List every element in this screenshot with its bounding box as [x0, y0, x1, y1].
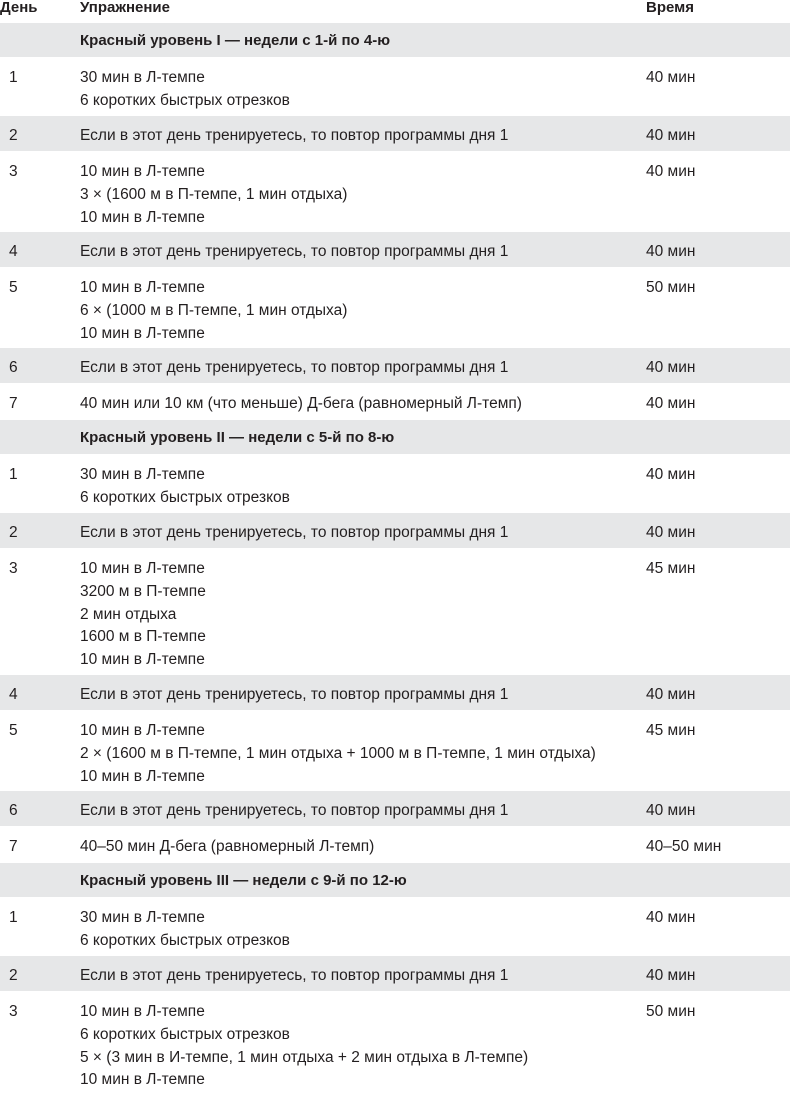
time-cell: 40 мин: [646, 686, 696, 703]
exercise-cell: [80, 558, 206, 672]
table-row: [0, 992, 790, 1095]
exercise-line: 3 × (1600 м в П-темпе, 1 мин отдыха): [80, 185, 348, 203]
exercise-line: 30 мин в Л-темпе: [80, 909, 205, 926]
exercise-line: 10 мин в Л-темпе: [80, 1003, 205, 1020]
exercise-line: 6 коротких быстрых отрезков: [80, 931, 290, 949]
exercise-line: 10 мин в Л-темпе: [80, 651, 205, 669]
exercise-line: 6 коротких быстрых отрезков: [80, 1025, 290, 1043]
section-title: Красный уровень III — недели с 9-й по 12-ю: [80, 872, 407, 889]
exercise-cell: [80, 277, 347, 345]
section-header: [0, 23, 790, 58]
exercise-line: 6 коротких быстрых отрезков: [80, 91, 290, 109]
exercise-cell: [80, 67, 290, 113]
table-row: [0, 898, 790, 956]
exercise-line: 10 мин в Л-темпе: [80, 163, 205, 180]
exercise-line: 5 × (3 мин в И-темпе, 1 мин отдыха + 2 мин отдыха в Л-темпе): [80, 1048, 529, 1066]
table-row: [0, 152, 790, 232]
section-title: Красный уровень I — недели с 1-й по 4-ю: [80, 32, 391, 49]
day-cell: 6: [9, 802, 18, 819]
exercise-line: Если в этот день тренируетесь, то повтор программы дня 1: [80, 127, 509, 144]
exercise-line: 2 × (1600 м в П-темпе, 1 мин отдыха + 1000 м в П-темпе, 1 мин отдыха): [80, 744, 596, 762]
exercise-cell: [80, 684, 508, 707]
day-cell: 7: [9, 838, 18, 855]
exercise-line: 10 мин в Л-темпе: [80, 324, 205, 342]
exercise-line: 40–50 мин Д-бега (равномерный Л-темп): [80, 838, 375, 855]
exercise-cell: [80, 357, 508, 380]
table-row: [0, 549, 790, 675]
day-cell: 2: [9, 967, 18, 984]
exercise-cell: [80, 393, 522, 416]
section-header: [0, 420, 790, 455]
exercise-line: 10 мин в Л-темпе: [80, 767, 205, 785]
exercise-line: 10 мин в Л-темпе: [80, 208, 205, 226]
time-cell: 40 мин: [646, 69, 696, 86]
exercise-line: 10 мин в Л-темпе: [80, 722, 205, 739]
exercise-cell: [80, 241, 508, 264]
exercise-cell: [80, 125, 508, 148]
exercise-line: Если в этот день тренируетесь, то повтор программы дня 1: [80, 359, 509, 376]
section-header: [0, 863, 790, 898]
time-cell: 40 мин: [646, 163, 696, 180]
table-row: [0, 268, 790, 348]
time-cell: 50 мин: [646, 279, 696, 296]
day-cell: 7: [9, 395, 18, 412]
exercise-cell: [80, 464, 290, 510]
day-cell: 1: [9, 466, 18, 483]
exercise-line: 6 коротких быстрых отрезков: [80, 488, 290, 506]
table-body: [0, 23, 790, 1095]
header-time: Время: [646, 0, 694, 16]
day-cell: 3: [9, 163, 18, 180]
exercise-cell: [80, 836, 374, 859]
day-cell: 5: [9, 279, 18, 296]
table-row: [0, 711, 790, 791]
table-row: [0, 956, 790, 992]
day-cell: 3: [9, 560, 18, 577]
exercise-line: 30 мин в Л-темпе: [80, 466, 205, 483]
table-row: [0, 348, 790, 384]
exercise-line: 10 мин в Л-темпе: [80, 1071, 205, 1089]
exercise-cell: [80, 965, 508, 988]
section-title: Красный уровень II — недели с 5-й по 8-ю: [80, 429, 395, 446]
time-cell: 45 мин: [646, 560, 696, 577]
day-cell: 1: [9, 909, 18, 926]
exercise-line: 2 мин отдыха: [80, 605, 177, 623]
exercise-line: 30 мин в Л-темпе: [80, 69, 205, 86]
time-cell: 40 мин: [646, 802, 696, 819]
time-cell: 40 мин: [646, 967, 696, 984]
table-row: [0, 116, 790, 152]
time-cell: 50 мин: [646, 1003, 696, 1020]
header-exercise: Упражнение: [80, 0, 170, 16]
exercise-line: 6 × (1000 м в П-темпе, 1 мин отдыха): [80, 301, 348, 319]
table-row: [0, 58, 790, 116]
day-cell: 4: [9, 243, 18, 260]
exercise-line: Если в этот день тренируетесь, то повтор программы дня 1: [80, 524, 509, 541]
exercise-cell: [80, 161, 347, 229]
time-cell: 40 мин: [646, 243, 696, 260]
time-cell: 40 мин: [646, 466, 696, 483]
table-row: [0, 455, 790, 513]
exercise-cell: [80, 907, 290, 953]
day-cell: 2: [9, 127, 18, 144]
exercise-cell: [80, 800, 508, 823]
day-cell: 5: [9, 722, 18, 739]
table-row: [0, 675, 790, 711]
time-cell: 40–50 мин: [646, 838, 722, 855]
exercise-cell: [80, 720, 596, 788]
exercise-line: 10 мин в Л-темпе: [80, 560, 205, 577]
exercise-line: Если в этот день тренируетесь, то повтор программы дня 1: [80, 967, 509, 984]
time-cell: 45 мин: [646, 722, 696, 739]
table-row: [0, 384, 790, 420]
day-cell: 2: [9, 524, 18, 541]
exercise-line: 1600 м в П-темпе: [80, 628, 206, 646]
exercise-line: 10 мин в Л-темпе: [80, 279, 205, 296]
table-header: [0, 0, 790, 23]
table-row: [0, 232, 790, 268]
table-row: [0, 513, 790, 549]
time-cell: 40 мин: [646, 524, 696, 541]
day-cell: 1: [9, 69, 18, 86]
exercise-cell: [80, 522, 508, 545]
day-cell: 3: [9, 1003, 18, 1020]
time-cell: 40 мин: [646, 359, 696, 376]
exercise-line: Если в этот день тренируетесь, то повтор программы дня 1: [80, 686, 509, 703]
time-cell: 40 мин: [646, 127, 696, 144]
exercise-line: 3200 м в П-темпе: [80, 582, 206, 600]
exercise-line: Если в этот день тренируетесь, то повтор программы дня 1: [80, 802, 509, 819]
header-day: День: [0, 0, 38, 16]
day-cell: 6: [9, 359, 18, 376]
exercise-line: 40 мин или 10 км (что меньше) Д-бега (равномерный Л-темп): [80, 395, 522, 412]
exercise-cell: [80, 1001, 528, 1092]
table-row: [0, 827, 790, 863]
time-cell: 40 мин: [646, 395, 696, 412]
time-cell: 40 мин: [646, 909, 696, 926]
day-cell: 4: [9, 686, 18, 703]
exercise-line: Если в этот день тренируетесь, то повтор программы дня 1: [80, 243, 509, 260]
table-row: [0, 791, 790, 827]
